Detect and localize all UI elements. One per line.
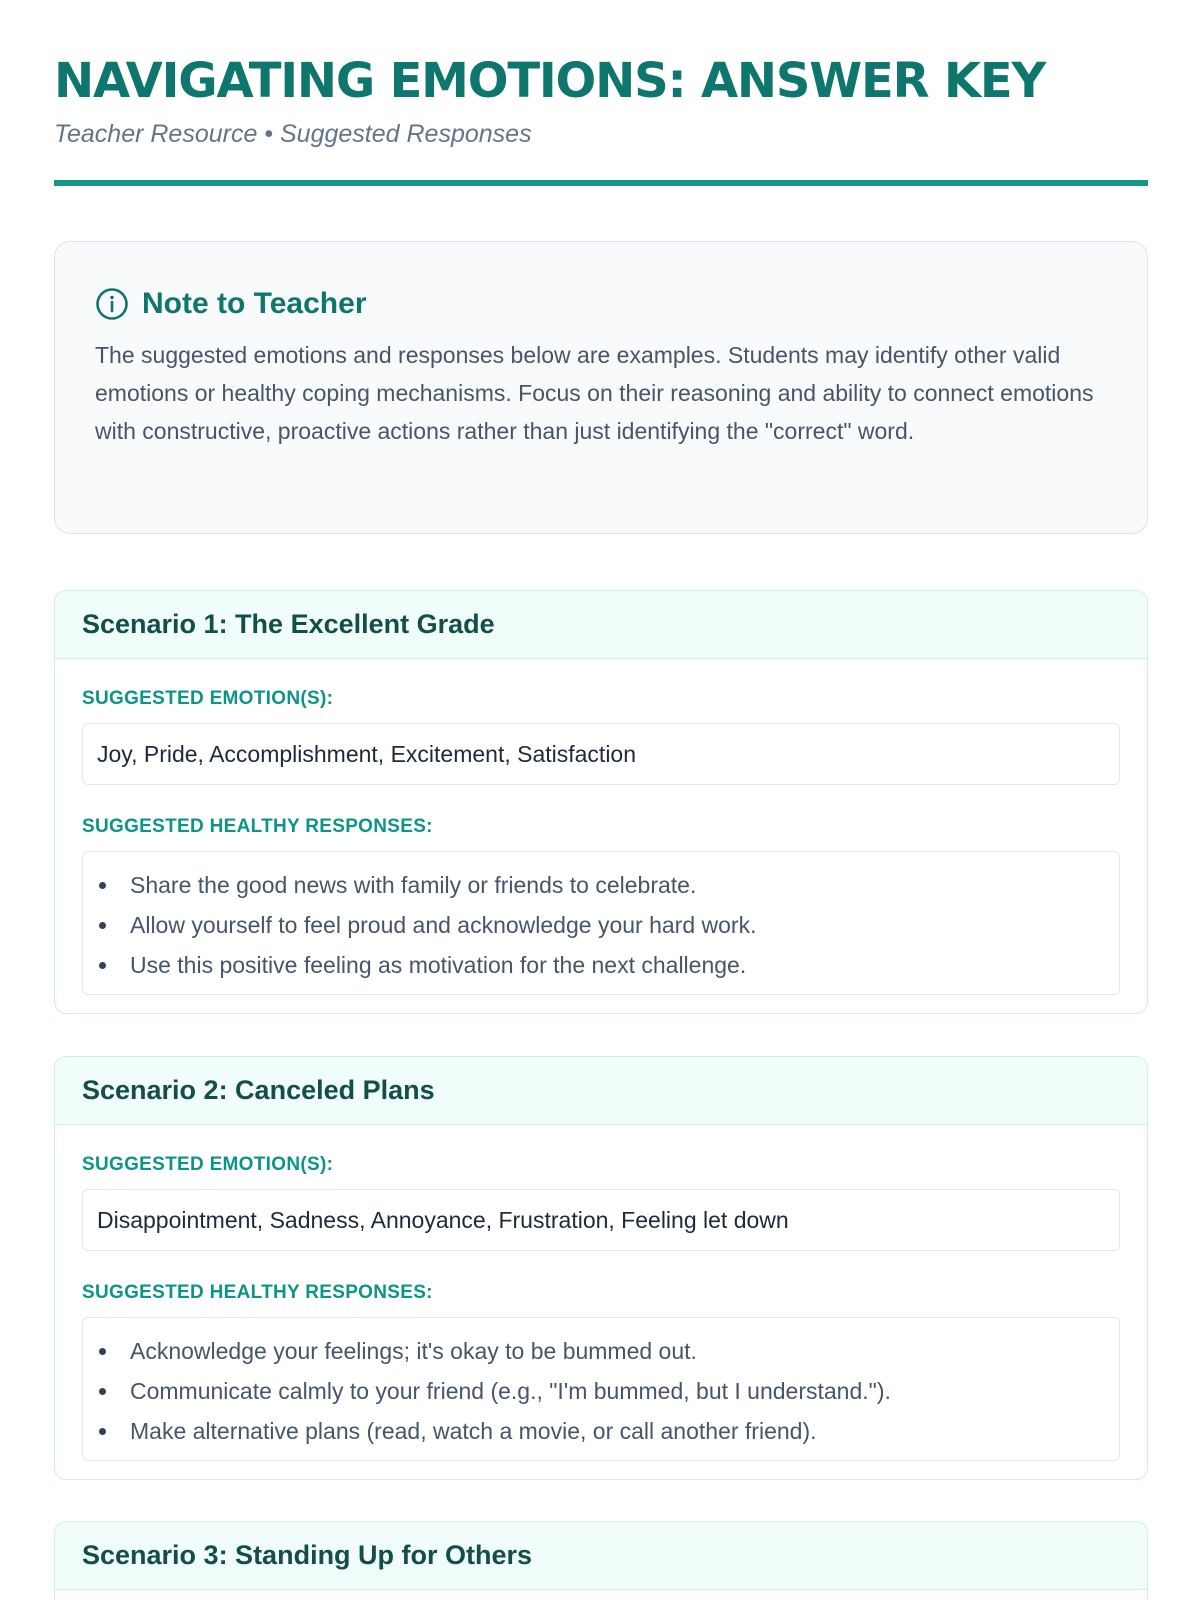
responses-label: SUGGESTED HEALTHY RESPONSES:: [82, 816, 433, 837]
response-item: Make alternative plans (read, watch a movie, or call another friend).: [97, 1411, 1105, 1451]
emotions-box: Joy, Pride, Accomplishment, Excitement, Satisfaction: [82, 723, 1120, 785]
emotions-label: SUGGESTED EMOTION(S):: [82, 1154, 334, 1175]
header-divider: [54, 180, 1148, 186]
response-item: Use this positive feeling as motivation for the next challenge.: [97, 945, 1105, 985]
info-circle-icon: [95, 287, 129, 321]
scenario-title: Scenario 3: Standing Up for Others: [82, 1540, 533, 1570]
scenario-card-header: [55, 591, 1147, 659]
response-item: Acknowledge your feelings; it's okay to be bummed out.: [97, 1331, 1105, 1371]
emotions-label: SUGGESTED EMOTION(S):: [82, 688, 334, 709]
teacher-note-header: [95, 284, 1107, 324]
response-item: Communicate calmly to your friend (e.g., "I'm bummed, but I understand.").: [97, 1371, 1105, 1411]
response-item: Share the good news with family or friends to celebrate.: [97, 865, 1105, 905]
scenario-card-header: [55, 1057, 1147, 1125]
responses-label: SUGGESTED HEALTHY RESPONSES:: [82, 1282, 433, 1303]
responses-box: [82, 1317, 1120, 1461]
page-title: NAVIGATING EMOTIONS: ANSWER KEY: [54, 53, 1046, 109]
teacher-note-title: Note to Teacher: [142, 287, 367, 320]
scenario-card-body: [55, 1125, 1147, 1480]
page-subtitle: Teacher Resource • Suggested Responses: [54, 120, 532, 148]
teacher-note-text: The suggested emotions and responses below are examples. Students may identify other valid emotions or healthy coping mechanisms. Focus on their reasoning and ability to connect emotions with constructive, proactive actions rather than just identifying the "correct" word.: [95, 342, 1094, 444]
scenario-card-3: [54, 1521, 1148, 1600]
scenario-card-1: [54, 590, 1148, 1014]
response-item: Allow yourself to feel proud and acknowledge your hard work.: [97, 905, 1105, 945]
scenario-card-2: [54, 1056, 1148, 1480]
page-header: [54, 50, 1148, 150]
teacher-note: [54, 241, 1148, 534]
responses-box: [82, 851, 1120, 995]
scenario-card-header: [55, 1522, 1147, 1590]
responses-list: [97, 1331, 1105, 1451]
scenario-title: Scenario 1: The Excellent Grade: [82, 609, 495, 639]
scenario-card-body: [55, 659, 1147, 1014]
scenario-title: Scenario 2: Canceled Plans: [82, 1075, 435, 1105]
responses-list: [97, 865, 1105, 985]
emotions-box: Disappointment, Sadness, Annoyance, Frustration, Feeling let down: [82, 1189, 1120, 1251]
